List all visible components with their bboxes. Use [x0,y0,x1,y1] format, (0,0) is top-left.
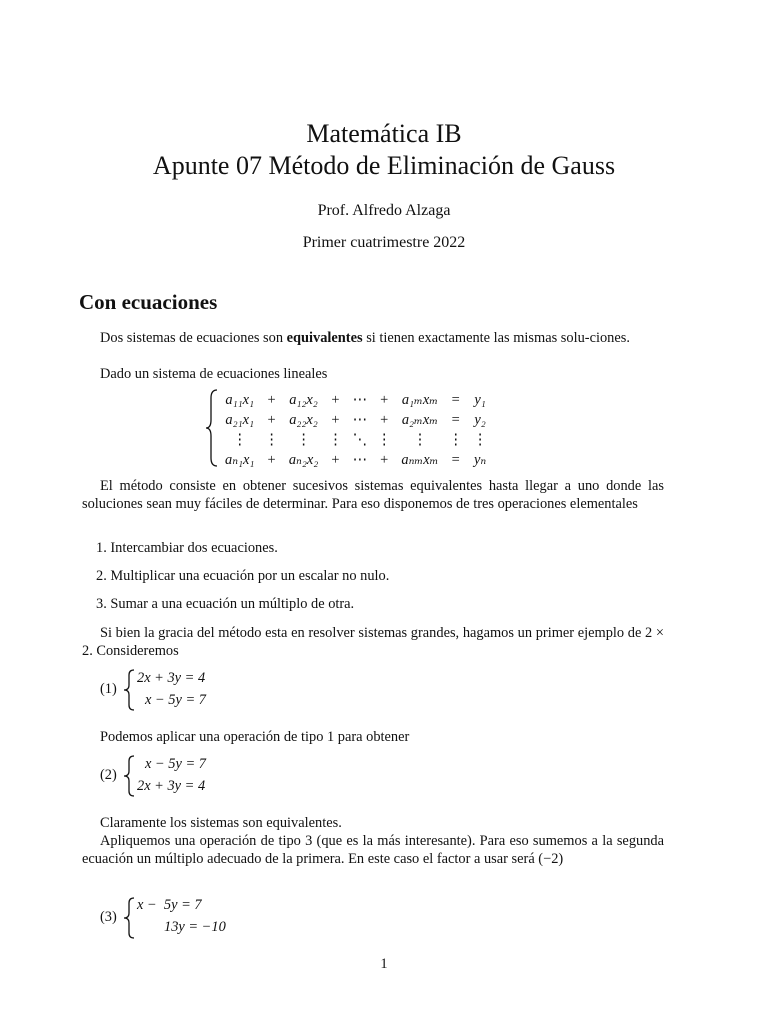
table-cell: ⋮ [264,431,279,448]
table-cell: ⋮ [232,431,247,448]
left-brace-icon [122,896,136,940]
paragraph-equivalent [82,329,664,347]
table-cell: ⋮ [472,431,488,448]
table-cell: a₂₂x₂ [289,411,318,428]
table-row [220,430,492,450]
paragraph-text: Dos sistemas de ecuaciones son [100,330,287,346]
paragraph-equivalent-claim: Claramente los sistemas son equivalentes. [100,815,342,831]
table-cell: a₂ₘxₘ [401,411,439,428]
table-cell: ⋯ [352,411,368,428]
equation: 13y = −10 [164,919,226,935]
table-cell: ⋮ [377,431,392,448]
table-cell: y₁ [474,391,486,408]
author: Prof. Alfredo Alzaga [317,202,451,219]
table-cell: ⋮ [412,431,428,448]
table-cell: a₂₁x₁ [225,411,254,428]
equation-label: (2) [100,767,117,783]
title-line-1: Matemática IB [306,119,462,148]
table-cell: a₁₁x₁ [225,391,254,408]
equation: x − 5y = 7 [137,897,202,913]
equation: x − 5y = 7 [145,692,206,708]
general-system-table [220,390,492,470]
table-row [220,390,492,410]
table-cell: ⋮ [328,431,343,448]
table-cell: aₙ₂x₂ [288,451,319,468]
table-cell: ⋮ [296,431,311,448]
table-cell: aₙₘxₘ [401,451,439,468]
paragraph-system-intro: Dado un sistema de ecuaciones lineales [100,366,328,382]
equation: 2x + 3y = 4 [137,670,206,686]
table-cell: aₙ₁x₁ [225,451,255,468]
table-cell: = [451,411,460,428]
table-cell: + [331,451,340,468]
table-row [220,450,492,470]
left-brace-icon [204,388,220,468]
left-brace-icon [122,754,136,798]
equation: x − 5y = 7 [145,756,206,772]
equation-label: (1) [100,681,117,697]
table-cell: ⋯ [352,391,368,408]
table-row [220,410,492,430]
list-item: 2. Multiplicar una ecuación por un escalar no nulo. [96,568,390,584]
table-cell: + [380,451,389,468]
term-equivalentes: equivalentes [286,330,363,346]
table-cell: a₁ₘxₘ [401,391,439,408]
equation: 2x + 3y = 4 [137,778,206,794]
table-cell: + [380,391,389,408]
section-heading: Con ecuaciones [79,290,218,314]
paragraph-method: El método consiste en obtener sucesivos sistemas equivalentes hasta llegar a uno donde las soluciones sean muy fáciles de determinar. Para eso disponemos de tres operaciones elementales [82,478,664,512]
table-cell: = [451,391,460,408]
table-cell: ⋯ [352,451,368,468]
table-cell: ⋱ [352,431,368,448]
table-cell: + [380,411,389,428]
left-brace-icon [122,668,136,712]
title-line-2: Apunte 07 Método de Eliminación de Gauss [152,151,616,180]
date: Primer cuatrimestre 2022 [302,234,466,251]
paragraph-text: si tienen exactamente las mismas solu-ciones. [362,330,630,346]
table-cell: ⋮ [448,431,463,448]
table-cell: + [267,391,276,408]
list-item: 1. Intercambiar dos ecuaciones. [96,540,278,556]
paragraph-example-intro: Si bien la gracia del método esta en resolver sistemas grandes, hagamos un primer ejemplo de 2 × 2. Consideremos [82,625,664,659]
table-cell: y₂ [474,411,486,428]
table-cell: yₙ [473,451,487,468]
list-item: 3. Sumar a una ecuación un múltiplo de otra. [96,596,355,612]
table-cell: = [451,451,460,468]
table-cell: + [331,391,340,408]
table-cell: a₁₂x₂ [289,391,318,408]
table-cell: + [267,411,276,428]
table-cell: + [267,451,276,468]
paragraph-op3: Apliquemos una operación de tipo 3 (que es la más interesante). Para eso sumemos a la segunda ecuación un múltiplo adecuado de la primera. En este caso el factor a usar será (−2) [82,833,664,867]
equation-label: (3) [100,909,117,925]
table-cell: + [331,411,340,428]
page-number: 1 [380,956,388,972]
paragraph-op1: Podemos aplicar una operación de tipo 1 para obtener [100,729,410,745]
